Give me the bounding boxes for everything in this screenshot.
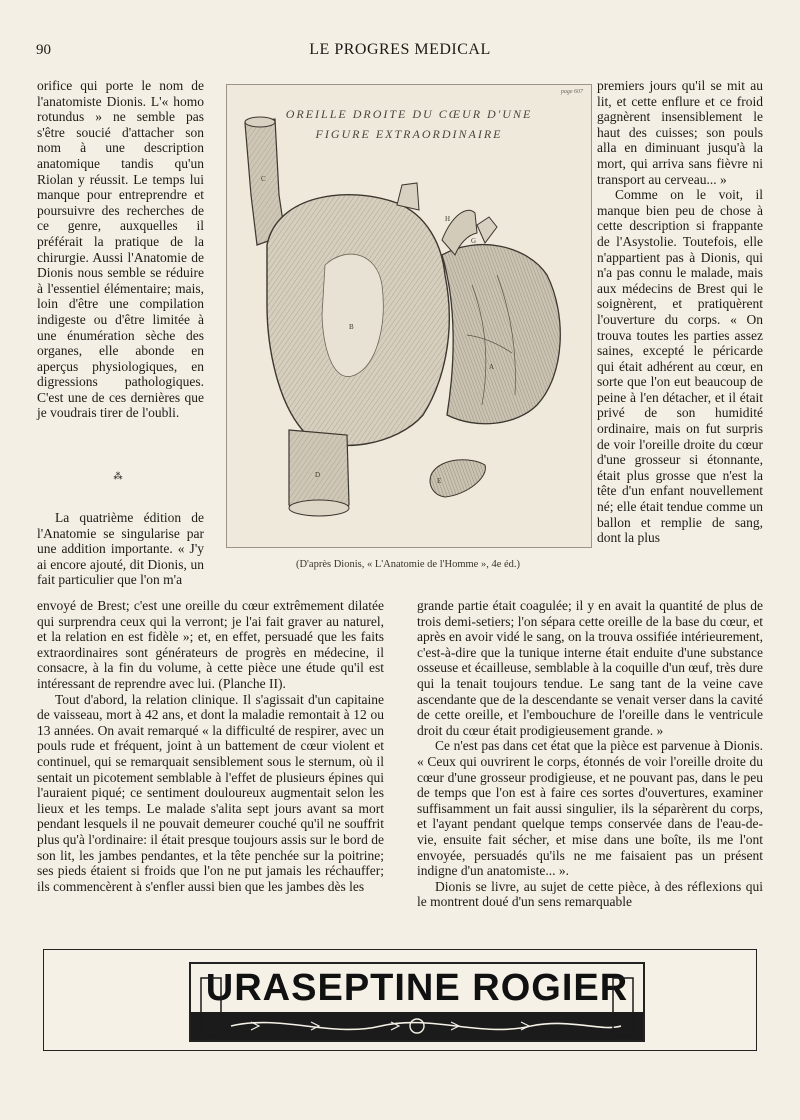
label-h: H xyxy=(445,215,451,223)
bottom-left-paragraph-1: envoyé de Brest; c'est une oreille du cœur extrêmement dilatée qui surprendra ceux qui la verront; je l'ai fait graver au naturel, et la relation en est fidèle »; et, en effet, persuadé que les faits extraordinaires sont générateurs de progrès en médecine, il consacre, à la fin du volume, à cette pièce une étude qu'il est intéressant de reprendre avec lui. (Planche II). xyxy=(37,598,384,691)
figure-title-line-2: FIGURE EXTRAORDINAIRE xyxy=(315,127,503,141)
advertisement-brand: URASEPTINE ROGIER xyxy=(205,967,629,1009)
left-column xyxy=(37,78,204,421)
page-number: 90 xyxy=(36,42,51,58)
label-d: D xyxy=(315,471,321,479)
label-g: G xyxy=(471,237,477,245)
right-paragraph-2: Comme on le voit, il manque bien peu de chose à cette description si frappante de l'Asystolie. Toutefois, elle n'appartient pas à Dionis, qui n'a pas connu le malade, mais aux médecins de Brest qui le soignèrent, et pratiquèrent l'ouverture du corps. « On trouva toutes les parties assez saines, excepté le péricarde qui était adhérent au cœur, en sorte que l'on eut beaucoup de peine à l'en détacher, et il était privé de son humidité ordinaire, mais on fut surpris de voir l'oreille droite du cœur d'une grosseur si étonnante, était plus grosse que n'est la tête d'un enfant nouvellement né; elle était tendue comme un ballon et remplie de sang, dont la plus xyxy=(597,187,763,546)
anatomical-figure xyxy=(226,84,592,548)
label-e: E xyxy=(437,477,442,485)
bottom-left-column xyxy=(37,598,384,894)
left-paragraph-1: orifice qui porte le nom de l'anatomiste Dionis. L'« homo rotundus » ne semble pas s'être soucié d'attacher son nom à une description anatomique tandis qu'un Riolan y réussit. Le temps lui manque pour entreprendre et poursuivre des recherches de ce genre, auxquelles il préférait la pratique de la chirurgie. Aussi l'Anatomie de Dionis nous semble se réduire à l'essentiel élémentaire; mais, loin d'être une compilation indigeste ou d'être limitée à une énumération sèche des organes, elle abonde en aperçus physiologiques, en digressions pathologiques. C'est une de ces dernières que je voudrais tirer de l'oubli. xyxy=(37,78,204,421)
left-paragraph-2: La quatrième édition de l'Anatomie se singularise par une addition importante. « J'y ai encore ajouté, dit Dionis, un fait particulier que l'on m'a xyxy=(37,510,204,588)
label-a: A xyxy=(489,363,495,371)
right-paragraph-1: premiers jours qu'il se mit au lit, et cette enflure et ce froid gagnèrent insensiblement le haut des cuisses; son pouls alla en diminuant jusqu'à la mort, qui arriva sans fièvre ni transport au cerveau... » xyxy=(597,78,763,187)
right-column xyxy=(597,78,763,546)
label-b: B xyxy=(349,323,354,331)
left-column-lower xyxy=(37,510,204,588)
ad-ornament xyxy=(191,964,643,1040)
running-title: LE PROGRES MEDICAL xyxy=(309,41,491,58)
bottom-right-column xyxy=(417,598,763,910)
figure-caption: (D'après Dionis, « L'Anatomie de l'Homme », 4e éd.) xyxy=(295,559,521,570)
plate-number: page 607 xyxy=(560,89,583,95)
label-c: C xyxy=(261,175,266,183)
bottom-right-paragraph-3: Dionis se livre, au sujet de cette pièce, à des réflexions qui le montrent doué d'un sens remarquable xyxy=(417,878,763,910)
figure-title-line-1: OREILLE DROITE DU CŒUR D'UNE xyxy=(285,107,533,121)
bottom-left-paragraph-2: Tout d'abord, la relation clinique. Il s'agissait d'un capitaine de vaisseau, mort à 42 ans, et dont la maladie remontait à 12 ou 13 années. On avait remarqué « la difficulté de respirer, avec un pouls rude et fréquent, joint à un battement de cœur violent et continuel, qui se remarquait sensiblement sous le sternum, où il sentait un picotement semblable à l'effet de plusieurs épines qui l'auraient piqué; ce sentiment douloureux augmentait selon les lieux et les temps. Le malade s'alita sept jours avant sa mort pendant lesquels il ne pouvait demeurer couché qu'il ne souffrit plus qu'à l'ordinaire: il était presque toujours assis sur le bord de son lit, les jambes pendantes, et la tête penchée sur la poitrine; ses pieds étaient si froids que l'on ne put jamais les réchauffer; ils commencèrent à s'enfler aussi bien que les jambes dès les xyxy=(37,691,384,894)
heart-engraving xyxy=(227,85,591,547)
section-separator: ⁂ xyxy=(113,471,123,481)
advertisement-frame xyxy=(189,962,645,1042)
bottom-right-paragraph-2: Ce n'est pas dans cet état que la pièce est parvenue à Dionis. « Ceux qui ouvrirent le corps, étonnés de voir l'oreille droite du cœur d'une grosseur prodigieuse, et ne pouvant pas, dans le peu de temps que l'on est à faire ces sortes d'ouvertures, examiner suffisamment un fait aussi singulier, ils la séparèrent du corps, et l'ayant pendant quelque temps conservée dans de l'eau-de-vie, ensuite fait sécher, et mise dans une boîte, ils me l'ont envoyée, persuadés qu'ils ne me faisaient pas un présent indigne d'un anatomiste... ». xyxy=(417,738,763,879)
bottom-right-paragraph-1: grande partie était coagulée; il y en avait la quantité de plus de trois demi-setiers; l'on sépara cette oreille de la base du cœur, et après en avoir vidé le sang, on la trouva ossifiée intérieurement, c'est-à-dire que la tunique interne était enduite d'une substance osseuse et écailleuse, semblable à la coquille d'un œuf, très dure qui la tenait toujours tendue. Le sang tant de la veine cave ascendante que de la descendante se venait verser dans la cavité de cette oreille, et l'embouchure de l'oreille dans le ventricule droit du cœur était prodigieusement grande. » xyxy=(417,598,763,738)
advertisement-banner xyxy=(43,949,757,1051)
